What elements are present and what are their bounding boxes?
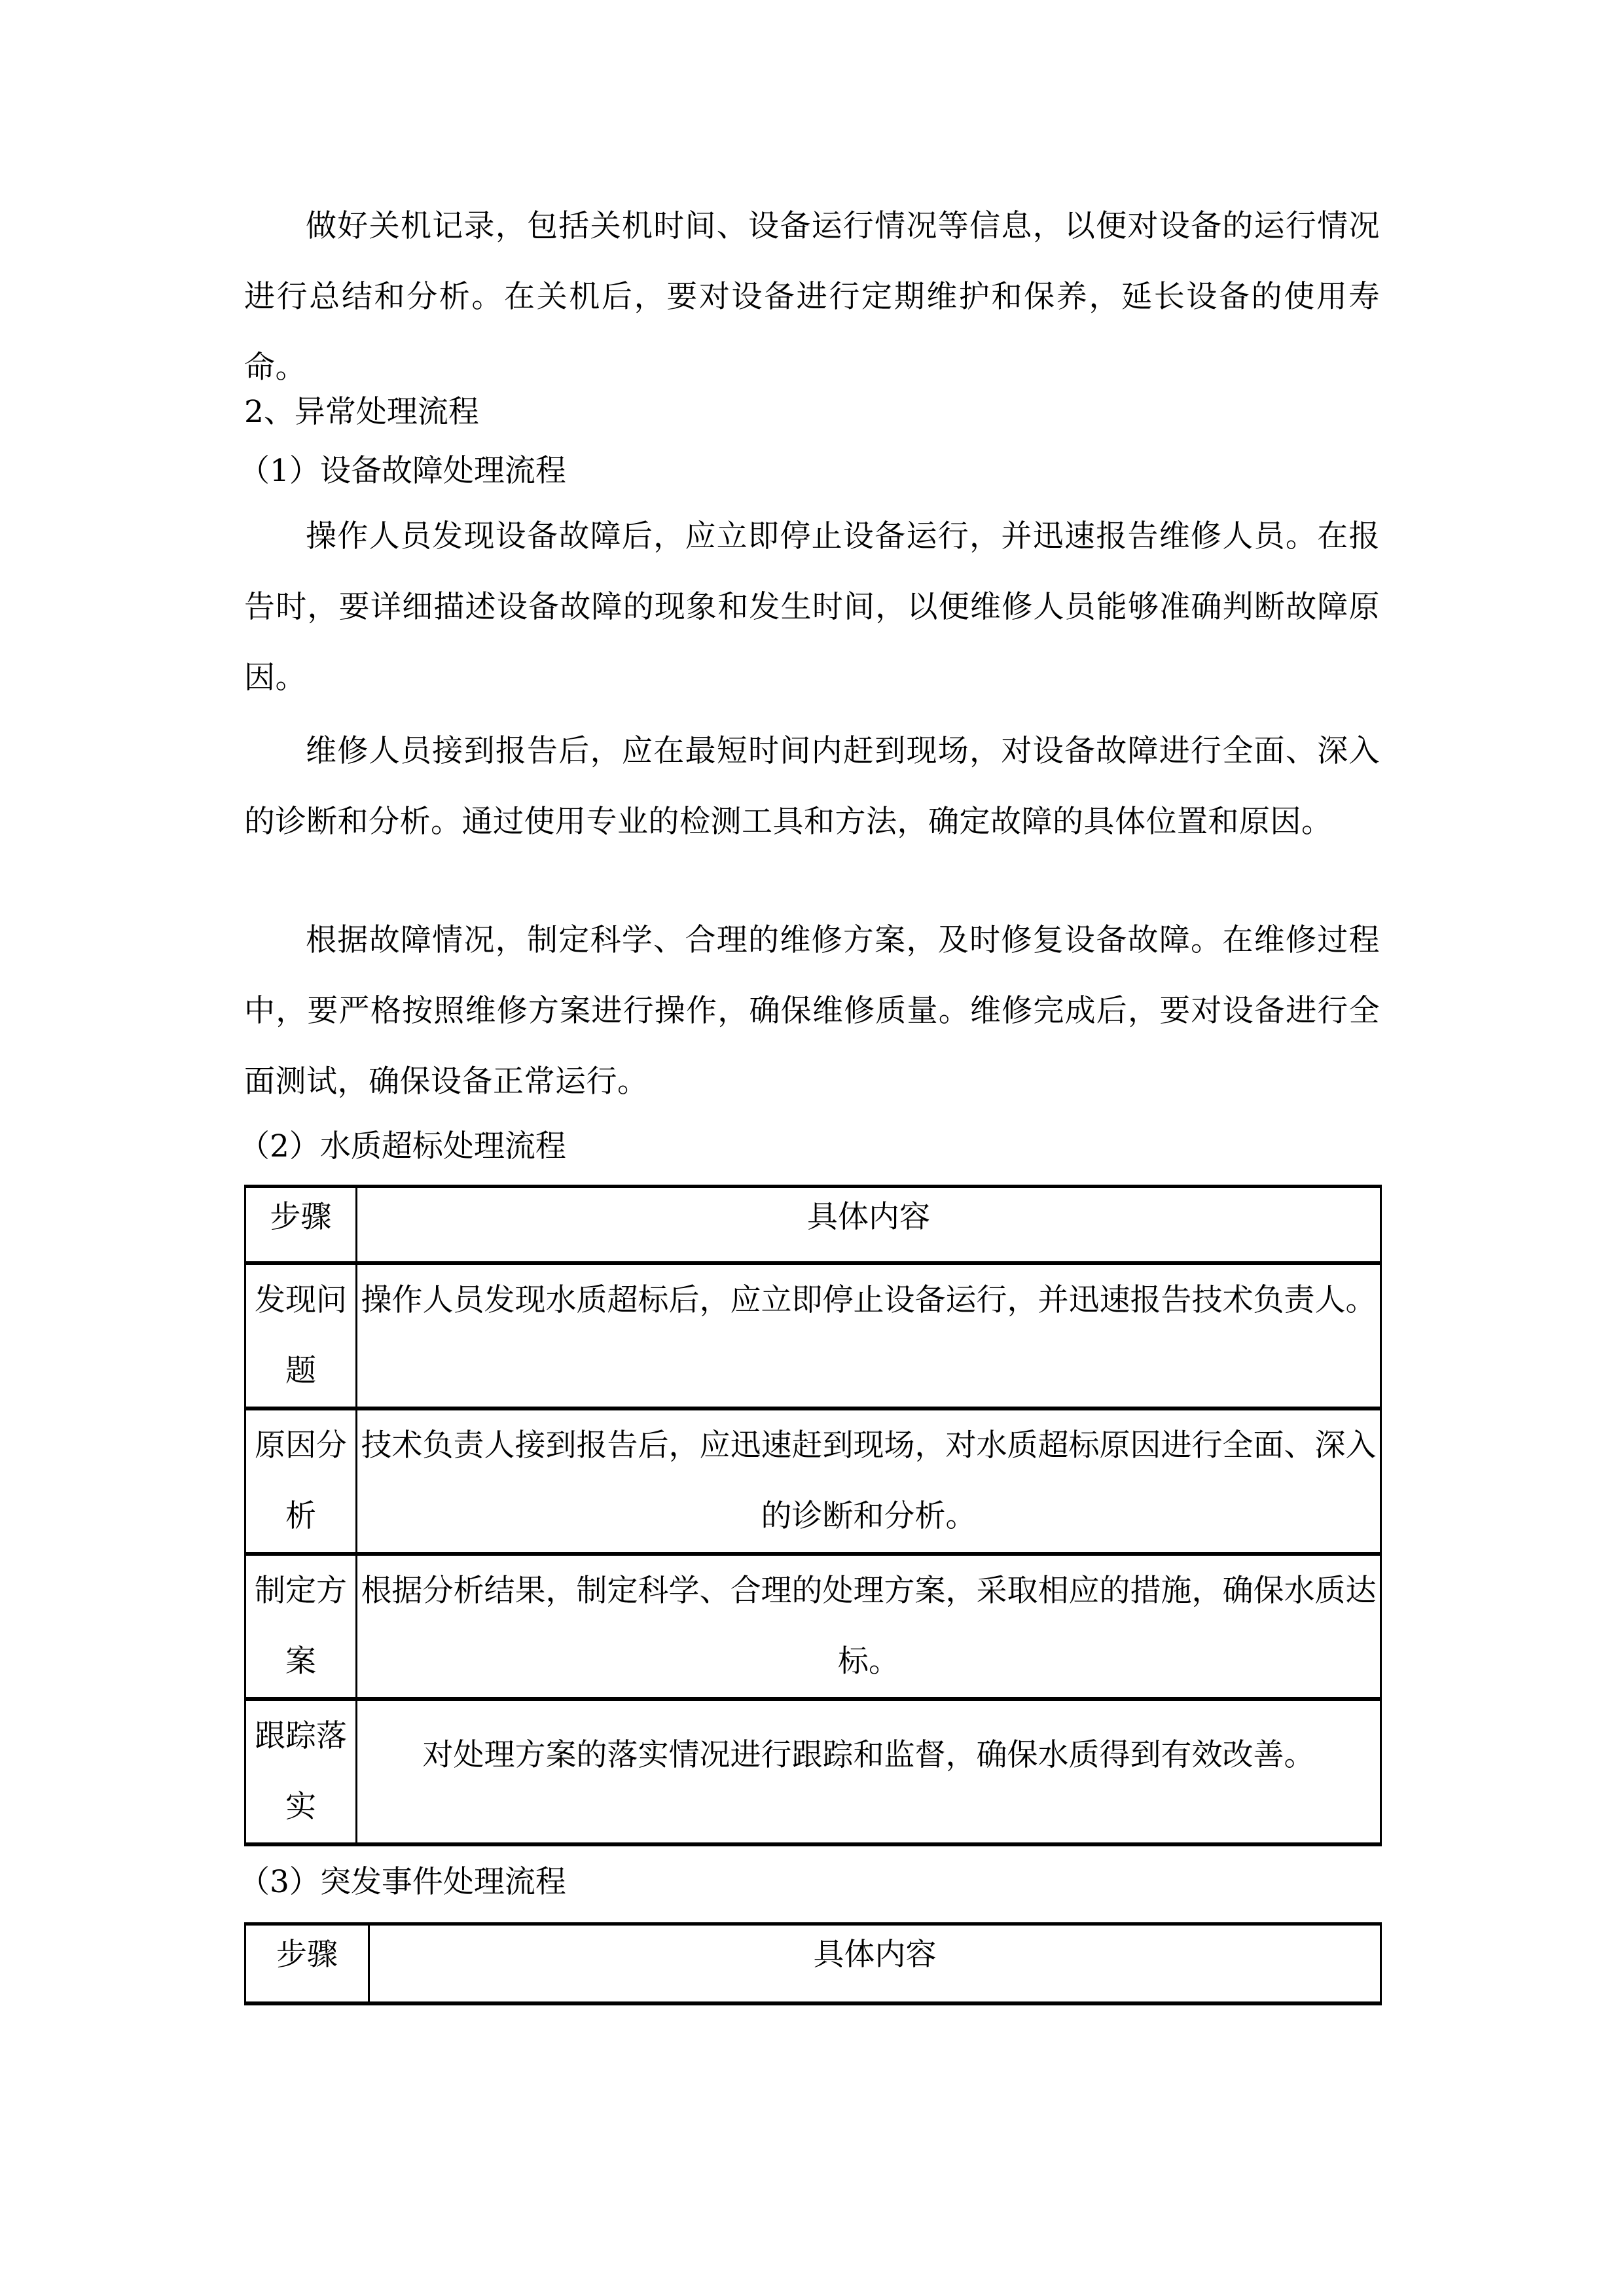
content-cell: 根据分析结果，制定科学、合理的处理方案，采取相应的措施，确保水质达标。 — [357, 1554, 1381, 1699]
subsection-heading-equipment-fault: （1）设备故障处理流程 — [239, 453, 566, 489]
table-row — [245, 1699, 1381, 1844]
paragraph-fault-diagnosis: 维修人员接到报告后，应在最短时间内赶到现场，对设备故障进行全面、深入的诊断和分析。通过使用专业的检测工具和方法，确定故障的具体位置和原因。 — [244, 733, 1380, 840]
content-cell: 技术负责人接到报告后，应迅速赶到现场，对水质超标原因进行全面、深入的诊断和分析。 — [357, 1408, 1381, 1554]
step-cell: 制定方案 — [245, 1554, 357, 1699]
table-row — [245, 1408, 1381, 1554]
paragraph-fault-report: 操作人员发现设备故障后，应立即停止设备运行，并迅速报告维修人员。在报告时，要详细描述设备故障的现象和发生时间，以便维修人员能够准确判断故障原因。 — [244, 518, 1380, 696]
paragraph-shutdown-record: 做好关机记录，包括关机时间、设备运行情况等信息，以便对设备的运行情况进行总结和分析。在关机后，要对设备进行定期维护和保养，延长设备的使用寿命。 — [244, 208, 1380, 386]
step-cell: 发现问题 — [245, 1263, 357, 1408]
table-row — [245, 1554, 1381, 1699]
step-cell: 原因分析 — [245, 1408, 357, 1554]
water-quality-process-table — [244, 1185, 1382, 1846]
table-row — [245, 1263, 1381, 1408]
emergency-process-table — [244, 1922, 1382, 2005]
subsection-heading-emergency: （3）突发事件处理流程 — [239, 1864, 566, 1900]
table-header-content: 具体内容 — [357, 1187, 1381, 1264]
table-header-step: 步骤 — [245, 1924, 369, 2004]
table-header-row — [245, 1187, 1381, 1264]
table-header-row — [245, 1924, 1381, 2004]
subsection-heading-water-quality: （2）水质超标处理流程 — [239, 1128, 566, 1164]
content-cell: 对处理方案的落实情况进行跟踪和监督，确保水质得到有效改善。 — [357, 1699, 1381, 1844]
paragraph-fault-repair: 根据故障情况，制定科学、合理的维修方案，及时修复设备故障。在维修过程中，要严格按照维修方案进行操作，确保维修质量。维修完成后，要对设备进行全面测试，确保设备正常运行。 — [244, 922, 1380, 1100]
section-heading-exception-handling: 2、异常处理流程 — [244, 394, 479, 430]
content-cell: 操作人员发现水质超标后，应立即停止设备运行，并迅速报告技术负责人。 — [357, 1263, 1381, 1408]
table-header-content: 具体内容 — [369, 1924, 1381, 2004]
step-cell: 跟踪落实 — [245, 1699, 357, 1844]
table-header-step: 步骤 — [245, 1187, 357, 1264]
